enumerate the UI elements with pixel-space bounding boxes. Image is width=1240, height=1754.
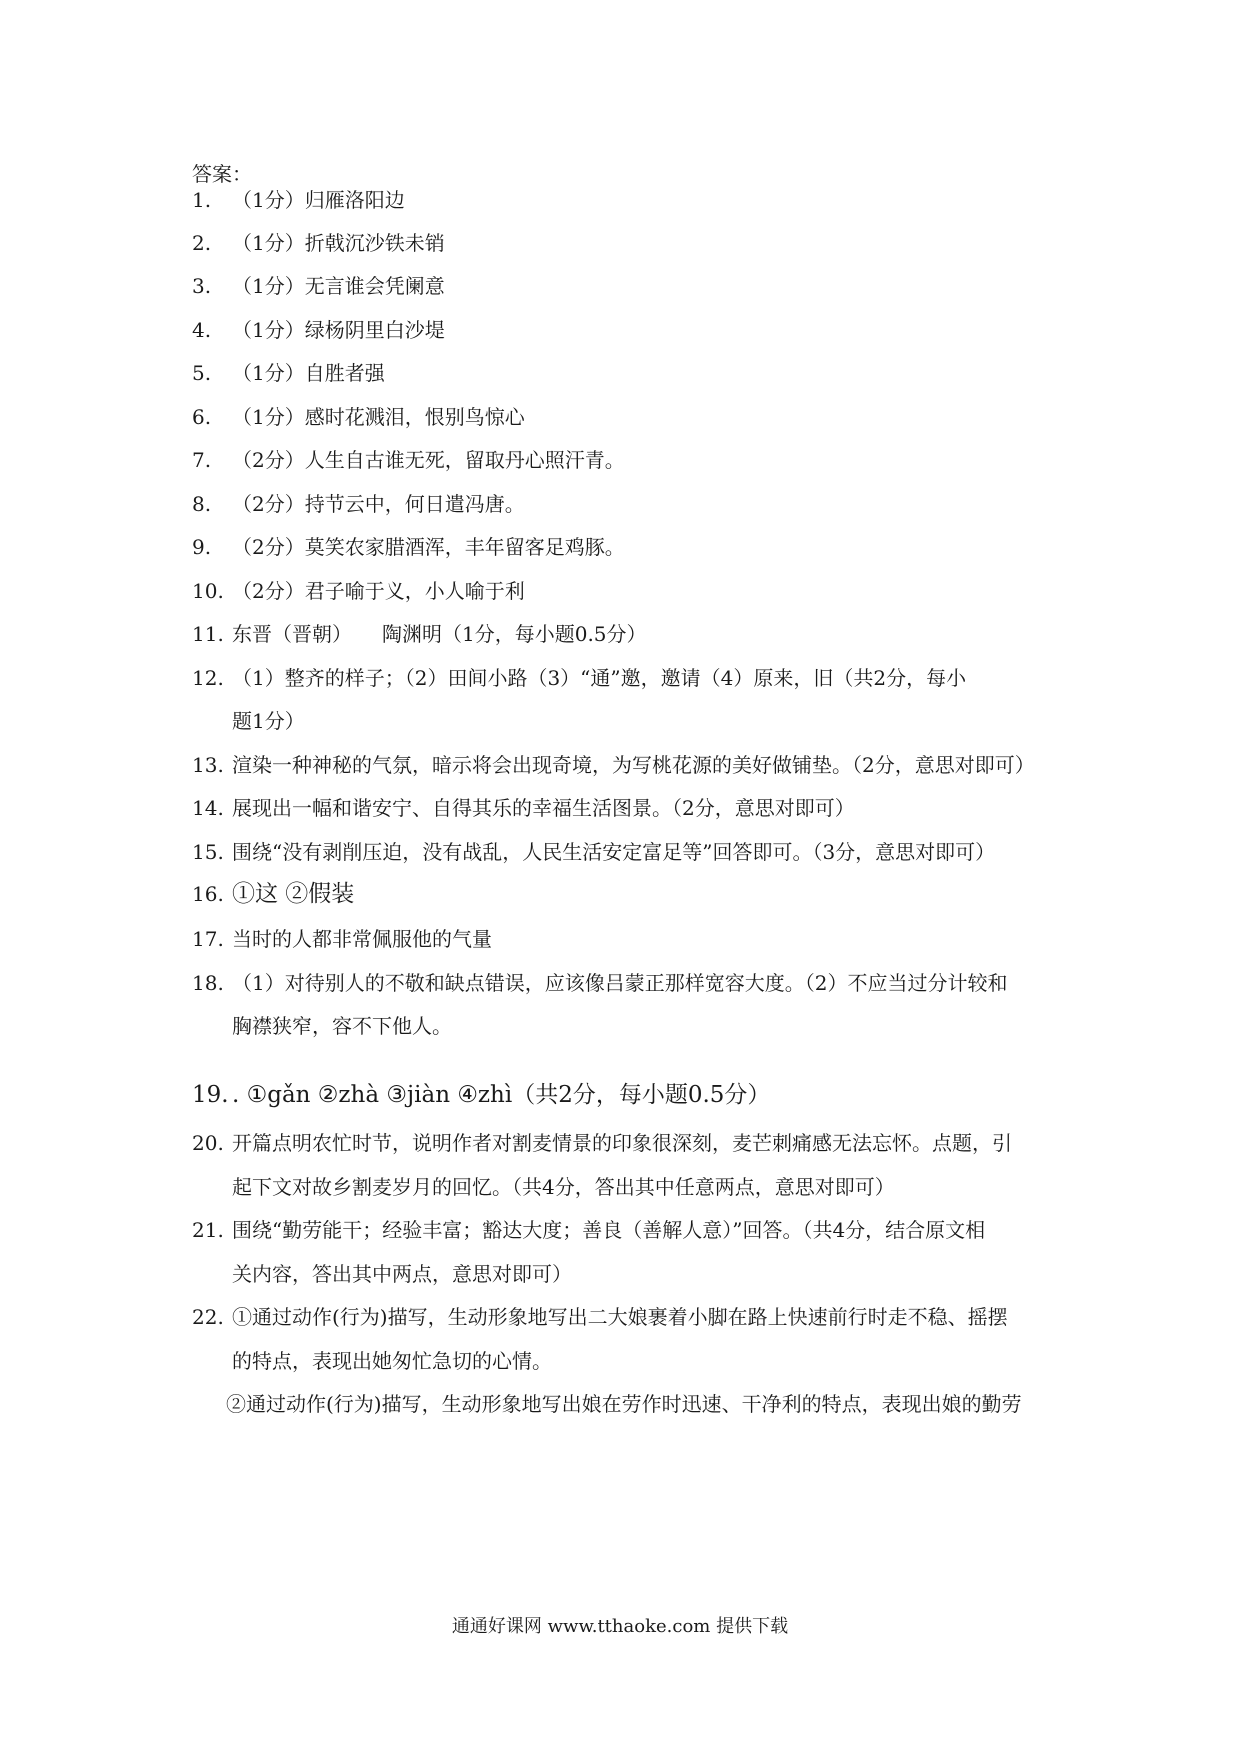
answer-text: 展现出一幅和谐安宁、自得其乐的幸福生活图景。（2分，意思对即可） — [232, 796, 855, 820]
answer-continuation: ②通过动作(行为)描写，生动形象地写出娘在劳作时迅速、干净利的特点，表现出娘的勤劳 — [226, 1392, 1022, 1416]
answer-text: 围绕“没有剥削压迫，没有战乱，人民生活安定富足等”回答即可。（3分，意思对即可） — [232, 840, 996, 864]
answer-continuation: 胸襟狭窄，容不下他人。 — [232, 1014, 452, 1038]
answer-item — [192, 969, 1092, 997]
answer-text: （2分）持节云中，何日遣冯唐。 — [232, 492, 525, 516]
answer-text: （1分）无言谁会凭阑意 — [232, 274, 445, 298]
answer-text: （1）整齐的样子；（2）田间小路（3）“通”邀，邀请（4）原来，旧（共2分，每小 — [232, 666, 967, 690]
answer-number: 15. — [192, 840, 224, 864]
answer-text: （2分）君子喻于义，小人喻于利 — [232, 579, 525, 603]
answers-heading: 答案： — [192, 162, 252, 186]
answer-continuation: 关内容，答出其中两点，意思对即可） — [232, 1262, 572, 1286]
answer-text: . ①gǎn ②zhà ③jiàn ④zhì（共2分，每小题0.5分） — [232, 1082, 771, 1108]
answer-item — [192, 490, 1092, 518]
answer-continuation: 题1分） — [232, 709, 305, 733]
answer-item — [192, 925, 1092, 953]
answer-number: 7. — [192, 448, 212, 472]
answer-item — [192, 838, 1092, 866]
answer-text: （1分）归雁洛阳边 — [232, 188, 405, 212]
answer-text: （1分）绿杨阴里白沙堤 — [232, 318, 445, 342]
answer-item — [192, 403, 1092, 431]
answer-item — [192, 880, 1092, 908]
answer-number: 10. — [192, 579, 224, 603]
answer-item — [192, 794, 1092, 822]
answer-text: 当时的人都非常佩服他的气量 — [232, 927, 492, 951]
footer-credit: 通通好课网 www.tthaoke.com 提供下载 — [451, 1616, 789, 1637]
answer-text: （2分）人生自古谁无死，留取丹心照汗青。 — [232, 448, 625, 472]
answer-number: 17. — [192, 927, 224, 951]
answer-text: ①通过动作(行为)描写，生动形象地写出二大娘裹着小脚在路上快速前行时走不稳、摇摆 — [232, 1305, 1008, 1329]
answer-item — [192, 533, 1092, 561]
answer-text: （1分）折戟沉沙铁未销 — [232, 231, 445, 255]
answer-item — [192, 1216, 1092, 1244]
answer-text: （1分）感时花溅泪，恨别鸟惊心 — [232, 405, 525, 429]
answer-item — [192, 664, 1092, 692]
answer-item — [192, 1081, 1092, 1109]
answer-number: 18. — [192, 971, 224, 995]
answer-number: 19. — [192, 1082, 229, 1108]
answer-item — [192, 577, 1092, 605]
answer-number: 2. — [192, 231, 212, 255]
answer-item — [192, 620, 1092, 648]
answer-item — [192, 751, 1092, 779]
answer-text: 渲染一种神秘的气氛，暗示将会出现奇境，为写桃花源的美好做铺垫。（2分，意思对即可） — [232, 753, 1035, 777]
answer-item — [192, 1303, 1092, 1331]
answer-item — [192, 272, 1092, 300]
answer-number: 20. — [192, 1131, 224, 1155]
answer-item — [192, 359, 1092, 387]
answer-item — [192, 1129, 1092, 1157]
answer-text: （1）对待别人的不敬和缺点错误，应该像吕蒙正那样宽容大度。（2）不应当过分计较和 — [232, 971, 1008, 995]
answer-number: 5. — [192, 361, 212, 385]
answer-text: （1分）自胜者强 — [232, 361, 385, 385]
answer-continuation: 起下文对故乡割麦岁月的回忆。（共4分，答出其中任意两点，意思对即可） — [232, 1175, 895, 1199]
answer-text: 东晋（晋朝） 陶渊明（1分，每小题0.5分） — [232, 622, 647, 646]
answer-number: 6. — [192, 405, 212, 429]
answer-text: 开篇点明农忙时节，说明作者对割麦情景的印象很深刻，麦芒刺痛感无法忘怀。点题，引 — [232, 1131, 1012, 1155]
answer-number: 14. — [192, 796, 224, 820]
answer-number: 1. — [192, 188, 212, 212]
answer-number: 12. — [192, 666, 224, 690]
answer-number: 22. — [192, 1305, 224, 1329]
answer-number: 4. — [192, 318, 212, 342]
answer-number: 13. — [192, 753, 224, 777]
answer-item — [192, 229, 1092, 257]
answer-number: 21. — [192, 1218, 224, 1242]
answer-item — [192, 186, 1092, 214]
answer-item — [192, 316, 1092, 344]
answer-number: 9. — [192, 535, 212, 559]
answer-continuation: 的特点，表现出她匆忙急切的心情。 — [232, 1349, 552, 1373]
answer-number: 3. — [192, 274, 212, 298]
answer-item — [192, 446, 1092, 474]
answer-text: 围绕“勤劳能干；经验丰富；豁达大度；善良（善解人意）”回答。（共4分，结合原文相 — [232, 1218, 986, 1242]
answer-number: 8. — [192, 492, 212, 516]
answer-number: 16. — [192, 882, 224, 906]
answer-text: （2分）莫笑农家腊酒浑，丰年留客足鸡豚。 — [232, 535, 625, 559]
answer-number: 11. — [192, 622, 224, 646]
answer-text: ①这 ②假装 — [232, 881, 355, 907]
